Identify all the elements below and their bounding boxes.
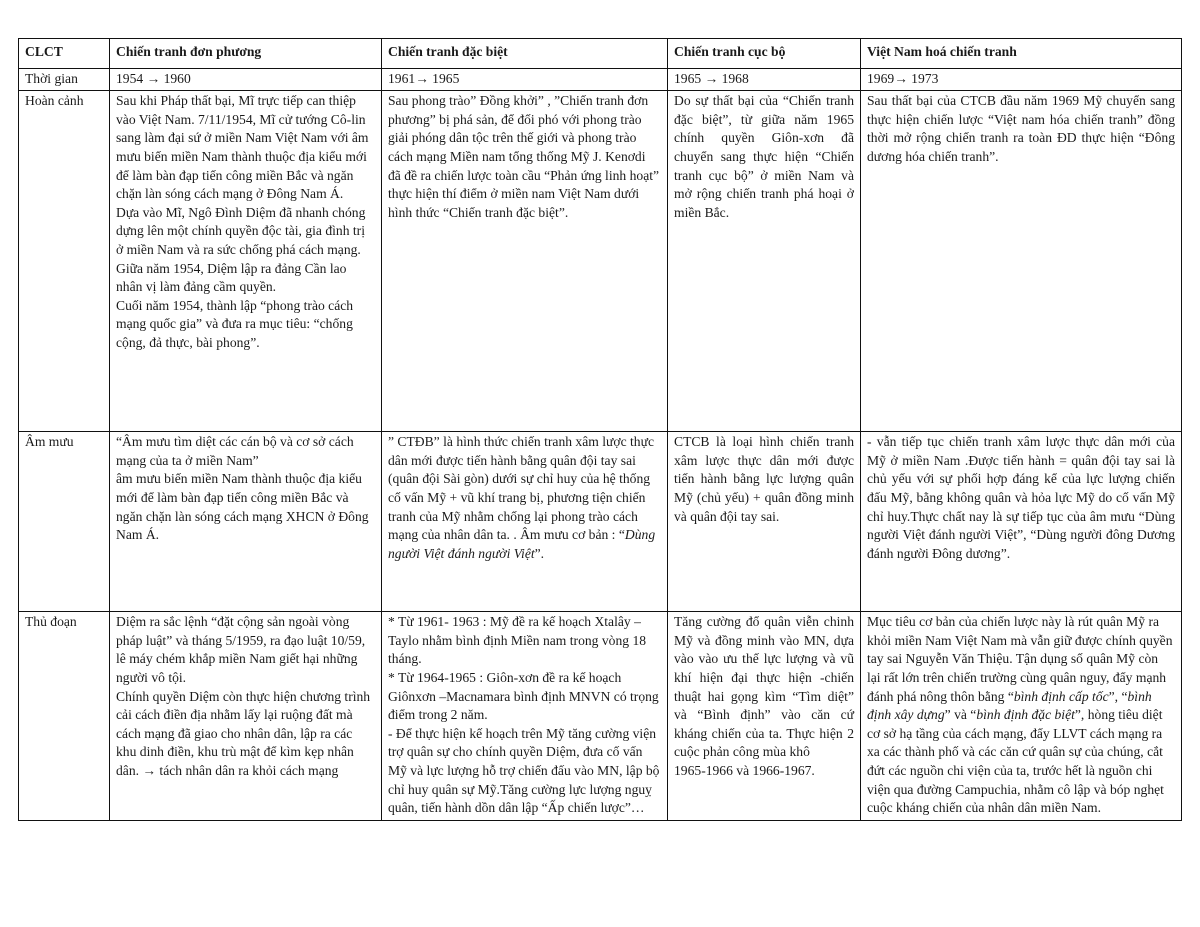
header-clct: CLCT: [19, 39, 110, 69]
cell-thu-doan-viet-nam-hoa: [861, 612, 1182, 821]
years-viet-nam-hoa: 1969→ 1973: [861, 68, 1182, 91]
years-cuc-bo: 1965 → 1968: [668, 68, 861, 91]
thu-doan-vnh-text-a: Mục tiêu cơ bản của chiến lược này là rút quân Mỹ ra khỏi miền Nam Việt Nam mà vẫn giữ được chính quyền tay sai Nguyễn Văn Thiệu. Tận dụng số quân Mỹ còn lại rất lớn trên chiến trường cùng quân nguy, đẩy mạnh đánh phá nông thôn bằng “: [867, 614, 1173, 704]
cell-thu-doan-cuc-bo: Tăng cường đổ quân viễn chinh Mỹ và đồng minh vào MN, dựa vào vào ưu thế lực lượng và vũ khí hiện đại thực hiện -chiến thuật hai gọng kìm “Tìm diệt” và “Bình định” vào căn cứ kháng chiến của ta. Thực hiện 2 cuộc phản công mùa khô 1965-1966 và 1966-1967.: [668, 612, 861, 821]
thu-doan-vnh-quote-3: bình định đặc biệt: [976, 707, 1075, 723]
strategy-comparison-table: [18, 38, 1182, 821]
table-row-thoi-gian: [19, 68, 1182, 91]
table-row-thu-doan: [19, 612, 1182, 821]
row-label-hoan-canh: Hoàn cảnh: [19, 91, 110, 432]
thu-doan-vnh-text-b: ”, “: [1108, 688, 1128, 704]
years-dac-biet: 1961→ 1965: [382, 68, 668, 91]
am-muu-dac-biet-quote: Dùng người Việt đánh người Việt: [388, 527, 656, 561]
thu-doan-vnh-quote-1: bình định cấp tốc: [1013, 688, 1109, 704]
cell-hoan-canh-don-phuong: Sau khi Pháp thất bại, Mĩ trực tiếp can thiệp vào Việt Nam. 7/11/1954, Mĩ cử tướng Cô-lin sang làm đại sứ ở miền Nam Việt Nam với âm mưu biến miền Nam thành thuộc địa kiểu mới để làm bàn đạp tiến công miền Bắc và ngăn chặn làn sóng cách mạng ở Đông Nam Á. Dựa vào Mĩ, Ngô Đình Diệm đã nhanh chóng dựng lên một chính quyền độc tài, gia đình trị ở miền Nam và ra sức chống phá cách mạng. Giữa năm 1954, Diệm lập ra đảng Cần lao nhân vị làm đảng cầm quyền. Cuối năm 1954, thành lập “phong trào cách mạng quốc gia” và đưa ra mục tiêu: “chống cộng, đả thực, bài phong”.: [110, 91, 382, 432]
thu-doan-vnh-quote-2: bình định xây dựng: [867, 688, 1152, 723]
am-muu-dac-biet-text: ” CTĐB” là hình thức chiến tranh xâm lược thực dân mới được tiến hành bằng quân đội tay sai (quân đội Sài gòn) dưới sự chỉ huy của hệ thống cố vấn Mỹ + vũ khí trang bị, phương tiện chiến tranh của Mỹ nhằm chống lại phong trào cách mạng của nhân dân ta. . Âm mưu cơ bản : “: [388, 434, 654, 543]
cell-am-muu-viet-nam-hoa: - vẫn tiếp tục chiến tranh xâm lược thực dân mới của Mỹ ở miền Nam .Được tiến hành = quân đội tay sai là chủ yếu với sự phối hợp đáng kể của lực lượng chiến đấu Mỹ, bằng không quân và hỏa lực Mỹ do cố vấn Mỹ chỉ huy.Thực chất nay là sự tiếp tục của âm mưu “Dùng người Việt đánh người Việt”, “Dùng người đông Dương đánh người Đông dương”.: [861, 432, 1182, 612]
row-label-am-muu: Âm mưu: [19, 432, 110, 612]
row-label-thu-doan: Thủ đoạn: [19, 612, 110, 821]
cell-hoan-canh-viet-nam-hoa: Sau thất bại của CTCB đầu năm 1969 Mỹ chuyển sang thực hiện chiến lược “Việt nam hóa chiến tranh” đồng thời mở rộng chiến tranh ra toàn ĐD thực hiện “Đông dương hóa chiến tranh”.: [861, 91, 1182, 432]
cell-thu-doan-dac-biet: * Từ 1961- 1963 : Mỹ đề ra kế hoạch Xtalây – Taylo nhằm bình định Miền nam trong vòng 18 tháng. * Từ 1964-1965 : Giôn-xơn đề ra kế hoạch Giônxơn –Macnamara bình định MNVN có trọng điểm trong 2 năm. - Để thực hiện kế hoạch trên Mỹ tăng cường viện trợ quân sự cho chính quyền Diệm, đưa cố vấn Mỹ và lực lượng hỗ trợ chiến đấu vào MN, lập bộ chỉ huy quân sự Mỹ.Tăng cường lực lượng nguỵ quân, tiến hành dồn dân lập “Ấp chiến lược”…: [382, 612, 668, 821]
table-row-hoan-canh: [19, 91, 1182, 432]
am-muu-dac-biet-end: ”.: [534, 545, 545, 561]
cell-hoan-canh-dac-biet: Sau phong trào” Đồng khởi” , ”Chiến tranh đơn phương” bị phá sản, để đối phó với phong trào giải phóng dân tộc trên thế giới và phong trào cách mạng Miền nam tổng thống Mỹ J. Kenơdi đã đề ra chiến lược toàn cầu “Phản ứng linh hoạt” thực hiện thí điểm ở miền nam Việt Nam dưới hình thức “Chiến tranh đặc biệt”.: [382, 91, 668, 432]
row-label-thoi-gian: Thời gian: [19, 68, 110, 91]
header-chien-tranh-don-phuong: Chiến tranh đơn phương: [110, 39, 382, 69]
cell-thu-doan-don-phuong: Diệm ra sắc lệnh “đặt cộng sản ngoài vòng pháp luật” và tháng 5/1959, ra đạo luật 10/59, lê máy chém khắp miền Nam giết hại những người vô tội. Chính quyền Diệm còn thực hiện chương trình cải cách điền địa nhằm lấy lại ruộng đất mà cách mạng đã giao cho nhân dân, lập ra các khu dinh điền, khu trù mật để kìm kẹp nhân dân. → tách nhân dân ra khỏi cách mạng: [110, 612, 382, 821]
thu-doan-vnh-text-d: ”, hòng tiêu diệt cơ sở hạ tầng của cách mạng, đẩy LLVT cách mạng ra xa các thành phố và các căn cứ quân sự của chúng, cắt đứt các nguồn chi viện của ta, trước hết là nguồn chi viện qua đường Campuchia, nhằm cô lập và bóp nghẹt cuộc kháng chiến của nhân dân miền Nam.: [867, 707, 1164, 816]
header-viet-nam-hoa-chien-tranh: Việt Nam hoá chiến tranh: [861, 39, 1182, 69]
header-chien-tranh-cuc-bo: Chiến tranh cục bộ: [668, 39, 861, 69]
cell-am-muu-don-phuong: “Âm mưu tìm diệt các cán bộ và cơ sở cách mạng của ta ở miền Nam” âm mưu biến miền Nam thành thuộc địa kiểu mới để làm bàn đạp tiến công miền Bắc và ngăn chặn làn sóng cách mạng XHCN ở Đông Nam Á.: [110, 432, 382, 612]
header-chien-tranh-dac-biet: Chiến tranh đặc biệt: [382, 39, 668, 69]
table-header-row: [19, 39, 1182, 69]
table-row-am-muu: [19, 432, 1182, 612]
cell-am-muu-cuc-bo: CTCB là loại hình chiến tranh xâm lược thực dân mới được tiến hành bằng lực lượng quân Mỹ (chủ yếu) + quân đồng minh và quân đội tay sai.: [668, 432, 861, 612]
cell-am-muu-dac-biet: [382, 432, 668, 612]
thu-doan-vnh-text-c: ” và “: [944, 707, 977, 723]
years-don-phuong: 1954 → 1960: [110, 68, 382, 91]
cell-hoan-canh-cuc-bo: Do sự thất bại của “Chiến tranh đặc biệt”, từ giữa năm 1965 chính quyền Giôn-xơn đã chuyển sang thực hiện “Chiến tranh cục bộ” ở miền Nam và mở rộng chiến tranh phá hoại ở miền Bắc.: [668, 91, 861, 432]
